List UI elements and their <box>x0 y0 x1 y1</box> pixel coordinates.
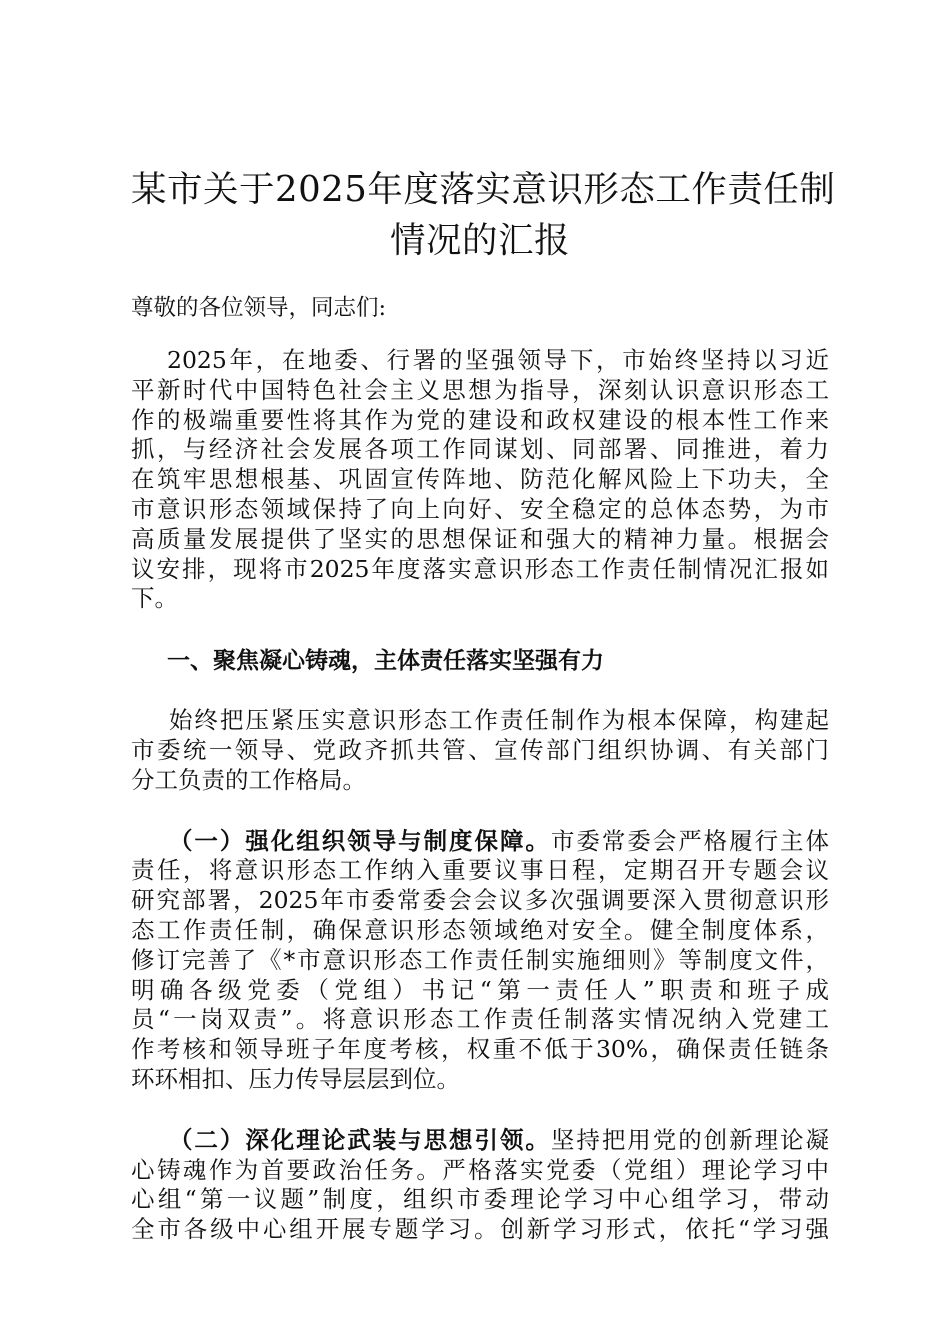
title-line-2: 情况的汇报 <box>389 220 570 261</box>
section1-line-1 <box>131 706 829 736</box>
intro-line-7: 高质量发展提供了坚实的思想保证和强大的精神力量。根据会 <box>131 524 829 553</box>
intro-line-6: 市意识形态领域保持了向上向好、安全稳定的总体态势，为市 <box>131 494 829 523</box>
intro-line-8: 议安排，现将市2025年度落实意识形态工作责任制情况汇报如 <box>131 554 829 583</box>
subsection1-line-8: 作考核和领导班子年度考核，权重不低于30%，确保责任链条 <box>131 1035 829 1064</box>
subsection1-line-9: 环环相扣、压力传导层层到位。 <box>131 1064 460 1093</box>
subsection1-title: （一）强化组织领导与制度保障。 <box>167 826 551 855</box>
section1-line-2: 市委统一领导、党政齐抓共管、宣传部门组织协调、有关部门 <box>131 735 829 764</box>
intro-line-5: 在筑牢思想根基、巩固宣传阵地、防范化解风险上下功夫，全 <box>131 465 829 494</box>
intro-line-3: 作的极端重要性将其作为党的建设和政权建设的根本性工作来 <box>131 405 829 434</box>
intro-line-1-text: 2025年，在地委、行署的坚强领导下，市始终坚持以习近 <box>167 346 829 374</box>
subsection1-line-4: 态工作责任制，确保意识形态领域绝对安全。健全制度体系， <box>131 915 829 944</box>
subsection1-line-6: 明确各级党委（党组）书记“第一责任人”职责和班子成 <box>131 975 829 1004</box>
document-page <box>131 0 836 1245</box>
subsection1-paragraph <box>131 827 829 1095</box>
subsection2-line-1-text: 坚持把用党的创新理论凝 <box>550 1125 830 1154</box>
subsection1-line-5: 修订完善了《*市意识形态工作责任制实施细则》等制度文件， <box>131 945 829 974</box>
subsection1-line-3: 研究部署，2025年市委常委会会议多次强调要深入贯彻意识形 <box>131 886 829 915</box>
title-line-1: 某市关于2025年度落实意识形态工作责任制 <box>131 169 836 210</box>
subsection2-line-3: 心组“第一议题”制度，组织市委理论学习中心组学习，带动 <box>131 1185 829 1214</box>
section1-line-1-text: 始终把压紧压实意识形态工作责任制作为根本保障，构建起 <box>167 706 829 735</box>
section1-paragraph <box>131 706 829 795</box>
intro-line-2: 平新时代中国特色社会主义思想为指导，深刻认识意识形态工 <box>131 375 829 404</box>
section1-line-3: 分工负责的工作格局。 <box>131 765 366 794</box>
salutation: 尊敬的各位领导，同志们: <box>131 295 387 321</box>
subsection2-title: （二）深化理论武装与思想引领。 <box>167 1125 551 1154</box>
subsection1-line-7: 员“一岗双责”。将意识形态工作责任制落实情况纳入党建工 <box>131 1005 829 1034</box>
subsection2-line-2: 心铸魂作为首要政治任务。严格落实党委（党组）理论学习中 <box>131 1155 829 1184</box>
subsection2-line-4: 全市各级中心组开展专题学习。创新学习形式，依托“学习强 <box>131 1215 829 1244</box>
document-title <box>131 164 836 266</box>
intro-paragraph <box>131 346 829 614</box>
intro-line-1 <box>131 346 829 376</box>
section1-heading: 一、聚焦凝心铸魂，主体责任落实坚强有力 <box>167 647 604 675</box>
subsection2-paragraph <box>131 1126 829 1245</box>
intro-line-9: 下。 <box>131 584 178 613</box>
subsection1-line-1 <box>131 827 829 857</box>
subsection2-line-1 <box>131 1126 829 1156</box>
intro-line-4: 抓，与经济社会发展各项工作同谋划、同部署、同推进，着力 <box>131 435 829 464</box>
subsection1-line-1-text: 市委常委会严格履行主体 <box>550 826 830 855</box>
subsection1-line-2: 责任，将意识形态工作纳入重要议事日程，定期召开专题会议 <box>131 856 829 885</box>
